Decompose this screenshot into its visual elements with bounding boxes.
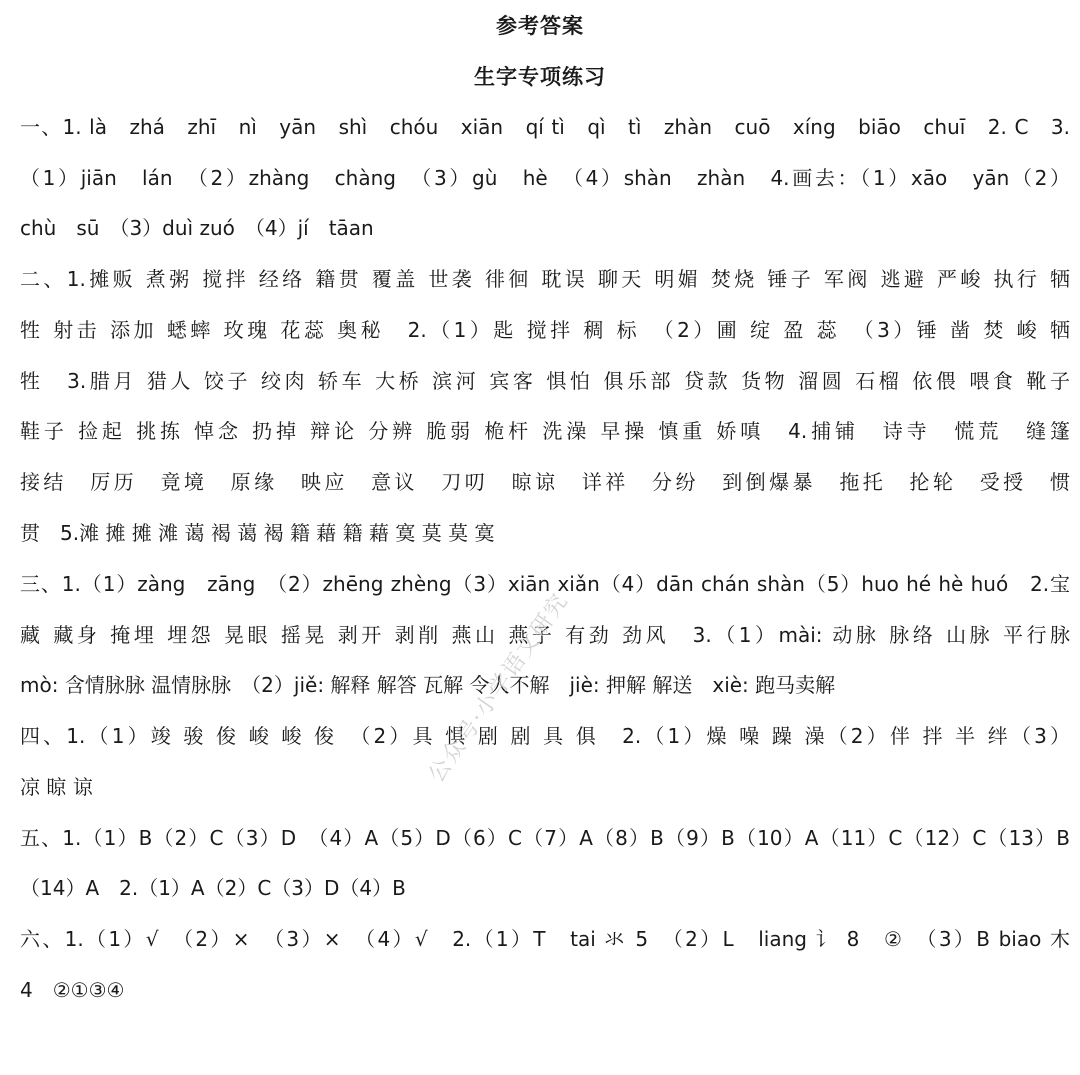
text-line: 六、1.（1）√ （2）× （3）× （4）√ 2.（1）T tai 氺 5 （2）L liang 讠 8 ② （3）B biao 木	[20, 927, 1070, 951]
text-line: mò: 含情脉脉 温情脉脉 （2）jiě: 解释 解答 瓦解 令人不解 jiè: 押解 解送 xiè: 跑马卖解	[20, 673, 836, 697]
text-line: 二、1.摊贩 煮粥 搅拌 经络 籍贯 覆盖 世袭 徘徊 耽误 聊天 明媚 焚烧 锤子 军阀 逃避 严峻 执行 牺	[20, 267, 1070, 291]
text-line: 接结 厉历 竟境 原缘 映应 意议 刀叨 晾谅 详祥 分纷 到倒爆暴 拖托 抡轮 受授 惯	[20, 470, 1070, 494]
text-line: 贯 5.滩 摊 摊 滩 蔼 褐 蔼 褐 籍 藉 籍 藉 寞 莫 莫 寞	[20, 521, 495, 545]
page-title: 参考答案	[496, 14, 584, 38]
text-line: 4 ②①③④	[20, 978, 125, 1002]
watermark: 公众号·小学语文研究	[424, 588, 574, 788]
section-title: 生字专项练习	[474, 65, 606, 89]
text-line: （1）jiān lán （2）zhàng chàng （3）gù hè （4）shàn zhàn 4.画去：（1）xāo yān（2）	[20, 166, 1070, 190]
text-line: 三、1.（1）zàng zāng （2）zhēng zhèng（3）xiān xiǎn（4）dān chán shàn（5）huo hé hè huó 2.宝	[20, 572, 1070, 596]
text-line: 牲 3.腊月 猎人 饺子 绞肉 轿车 大桥 滨河 宾客 惧怕 俱乐部 贷款 货物 溜圆 石榴 依偎 喂食 靴子	[20, 369, 1070, 393]
text-line: （14）A 2.（1）A（2）C（3）D（4）B	[20, 876, 406, 900]
text-line: 牲 射击 添加 蟋蟀 玫瑰 花蕊 奥秘 2.（1）匙 搅拌 稠 标 （2）圃 绽 盈 蕊 （3）锤 凿 焚 峻 牺	[20, 318, 1070, 342]
text-line: 四、1.（1）竣 骏 俊 峻 峻 俊 （2）具 惧 剧 剧 具 俱 2.（1）燥 噪 躁 澡（2）伴 拌 半 绊（3）	[20, 724, 1070, 748]
text-line: 鞋子 捡起 挑拣 悼念 扔掉 辩论 分辨 脆弱 桅杆 洗澡 早操 慎重 娇嗔 4.捕铺 诗寺 慌荒 缝篷	[20, 419, 1070, 443]
text-line: chù sū （3）duì zuó （4）jí tāan	[20, 216, 374, 240]
text-line: 五、1.（1）B（2）C（3）D （4）A（5）D（6）C（7）A（8）B（9）B（10）A（11）C（12）C（13）B	[20, 826, 1070, 850]
text-line: 一、1. là zhá zhī nì yān shì chóu xiān qí tì qì tì zhàn cuō xíng biāo chuī 2. C 3.	[20, 115, 1070, 139]
text-line: 凉 晾 谅	[20, 775, 93, 799]
text-line: 藏 藏身 掩埋 埋怨 晃眼 摇晃 剥开 剥削 燕山 燕子 有劲 劲风 3.（1）mài: 动脉 脉络 山脉 平行脉	[20, 623, 1070, 647]
